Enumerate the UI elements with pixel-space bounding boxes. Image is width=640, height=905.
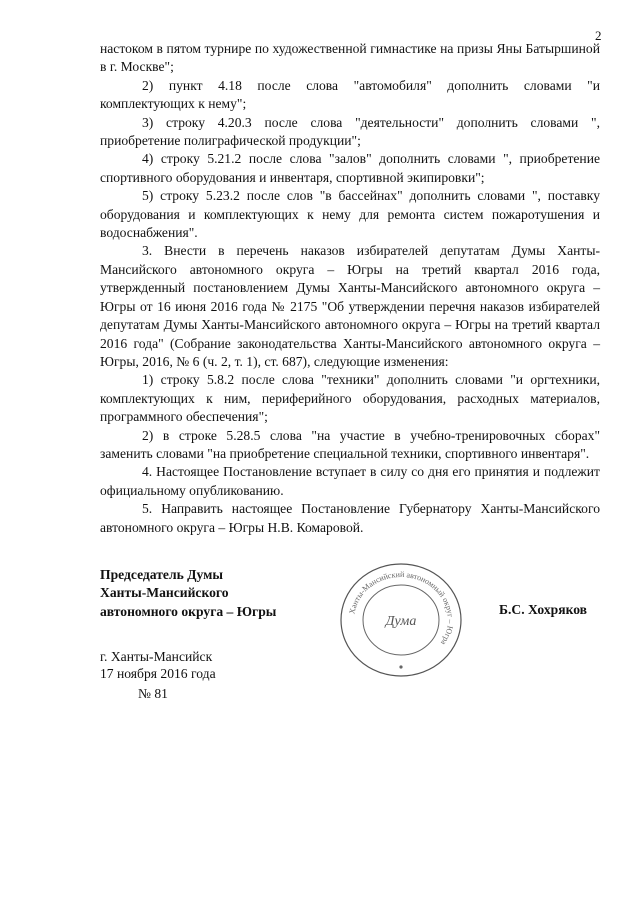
paragraph: 3. Внести в перечень наказов избирателей депутатам Думы Ханты-Мансийского автономного округа – Югры на третий квартал 2016 года, утвержденный постановлением Думы Ханты-Мансийского автономного округа – Югры от 16 июня 2016 года № 2175 "Об утверждении перечня наказов избирателей депутатам Думы Ханты-Мансийского автономного округа – Югры на третий квартал 2016 года" (Собрание законодательства Ханты-Мансийского автономного округа – Югры, 2016, № 6 (ч. 2, т. 1), ст. 687), следующие изменения: <box>100 243 600 369</box>
seal-ring-text: Ханты-Мансийский автономный округ – Югра <box>347 569 456 647</box>
paragraph: 2) пункт 4.18 после слова "автомобиля" дополнить словами "и комплектующих к нему"; <box>100 77 600 112</box>
page-number: 2 <box>595 28 602 43</box>
paragraph: 1) строку 5.8.2 после слова "техники" дополнить словами "и оргтехники, комплектующих к ним, периферийного оборудования, расходных материалов, программного обеспечения"; <box>100 372 600 425</box>
signatory-title-line: Ханты-Мансийского <box>100 585 229 601</box>
seal-center-text: Дума <box>385 614 417 629</box>
official-seal <box>327 561 475 679</box>
signatory-title <box>100 566 276 621</box>
paragraph: 4. Настоящее Постановление вступает в силу со дня его принятия и подлежит официальному опубликованию. <box>100 464 600 498</box>
svg-text:Ханты-Мансийский автономный ок <box>347 570 455 647</box>
document-number: № 81 <box>138 686 168 701</box>
paragraph: 4) строку 5.21.2 после слова "залов" дополнить словами ", приобретение спортивного оборудования и инвентаря, спортивной экипировки"; <box>100 151 600 185</box>
document-date: 17 ноября 2016 года <box>100 666 216 681</box>
paragraph: 3) строку 4.20.3 после слова "деятельности" дополнить словами ", приобретение полиграфической продукции"; <box>100 114 600 149</box>
document-place: г. Ханты-Мансийск <box>100 649 213 664</box>
signatory-title-line: автономного округа – Югры <box>100 603 277 619</box>
paragraph: 5. Направить настоящее Постановление Губернатору Ханты-Мансийского автономного округа – Югры Н.В. Комаровой. <box>100 501 600 535</box>
signatory-title-line: Председатель Думы <box>100 567 224 582</box>
signatory-name: Б.С. Хохряков <box>499 602 588 617</box>
paragraph: настоком в пятом турнире по художественной гимнастике на призы Яны Батыршиной в г. Москве"; <box>100 41 600 75</box>
paragraph: 2) в строке 5.28.5 слова "на участие в учебно-тренировочных сборах" заменить словами "на приобретение специальной техники, спортивного инвентаря". <box>100 427 600 461</box>
paragraph: 5) строку 5.23.2 после слов "в бассейнах" дополнить словами ", поставку оборудования и комплектующих к нему для ремонта систем пожаротушения и водоснабжения". <box>100 188 600 241</box>
document-body <box>100 40 600 537</box>
